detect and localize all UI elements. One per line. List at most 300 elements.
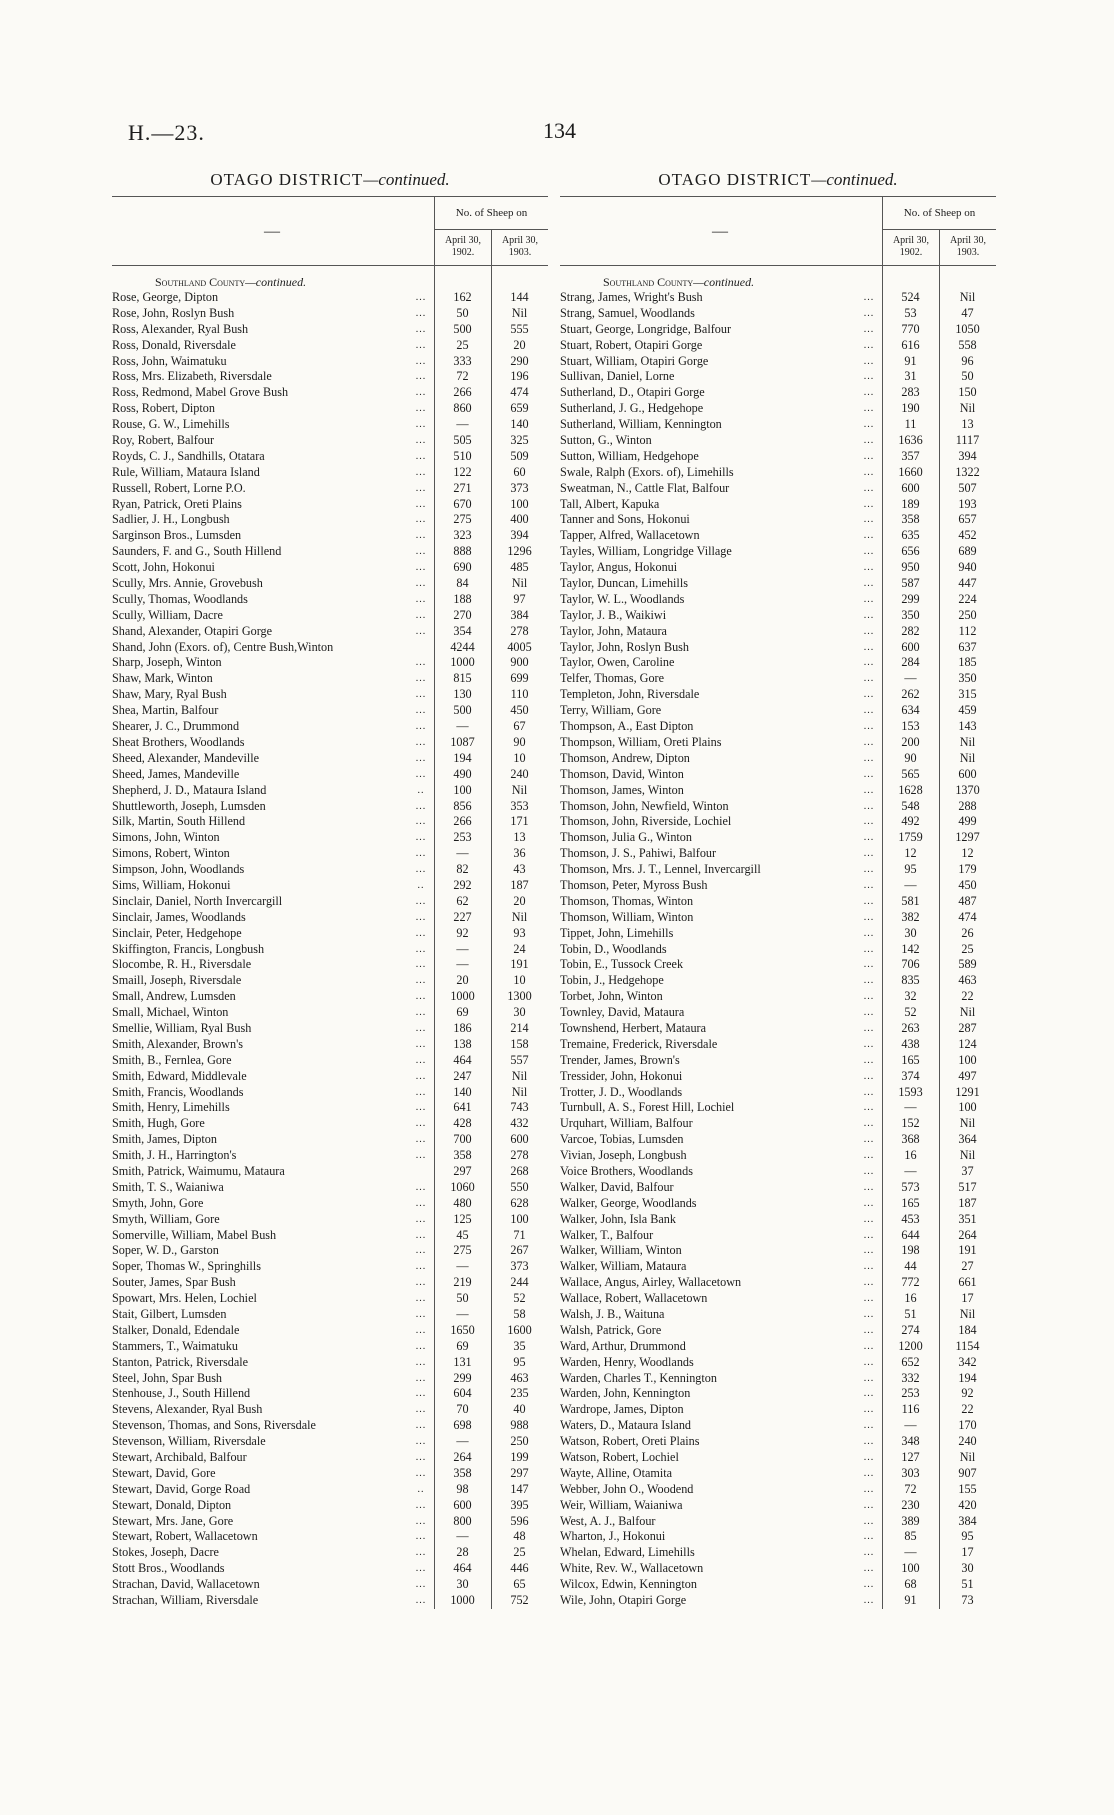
sheep-1903-cell: 432	[510, 1116, 529, 1131]
sheep-1902-cell: 438	[901, 1036, 920, 1051]
owner-name-cell: Steel, John, Spar Bush	[112, 1370, 223, 1385]
leader-dots: ...	[415, 1070, 427, 1082]
owner-name-cell: Thomson, James, Winton	[560, 782, 684, 797]
table-row	[112, 528, 548, 544]
leader-dots: ...	[863, 1086, 875, 1098]
sheep-1903-cell: 37	[961, 1163, 974, 1178]
sheep-1902-cell: 297	[453, 1163, 472, 1178]
sheep-1902-cell: 635	[901, 528, 920, 543]
leader-dots: ...	[863, 1324, 875, 1336]
sheep-1902-cell: 194	[453, 750, 472, 765]
leader-dots: ...	[415, 1150, 427, 1162]
owner-name-cell: Soper, W. D., Garston	[112, 1243, 219, 1258]
leader-dots: ...	[863, 689, 875, 701]
sheep-1902-cell: 800	[453, 1513, 472, 1528]
owner-name-cell: Taylor, Angus, Hokonui	[560, 560, 678, 575]
owner-name-cell: Sutherland, D., Otapiri Gorge	[560, 385, 705, 400]
owner-name-cell: Tobin, E., Tussock Creek	[560, 957, 684, 972]
sheep-1902-cell: —	[904, 1418, 917, 1433]
table-row	[560, 687, 996, 703]
owner-name-cell: Ross, Donald, Riversdale	[112, 337, 236, 352]
table-row	[560, 385, 996, 401]
sheep-1902-cell: 1628	[898, 782, 923, 797]
owner-name-cell: Thomson, John, Riverside, Lochiel	[560, 814, 732, 829]
sheep-1902-cell: 131	[453, 1354, 472, 1369]
table-row	[560, 401, 996, 417]
leader-dots: ...	[415, 339, 427, 351]
table-row	[560, 465, 996, 481]
table-row	[112, 512, 548, 528]
sheep-1903-cell: 48	[513, 1529, 526, 1544]
sheep-1902-cell: 266	[453, 814, 472, 829]
page-number: 134	[543, 118, 576, 143]
leader-dots: ...	[863, 816, 875, 828]
table-row	[112, 290, 548, 306]
leader-dots: ...	[415, 1452, 427, 1464]
leader-dots: ...	[863, 292, 875, 303]
leader-dots: ...	[863, 911, 875, 923]
sheep-1902-cell: 581	[901, 893, 920, 908]
leader-dots: ...	[415, 927, 427, 939]
leader-dots: ...	[863, 1022, 875, 1034]
leader-dots: ...	[863, 578, 875, 590]
owner-name-cell: Taylor, Duncan, Limehills	[560, 576, 688, 591]
leader-dots: ...	[415, 292, 427, 303]
leader-dots: ...	[863, 498, 875, 510]
table-row	[560, 1148, 996, 1164]
county-subheading: Southland County—continued.	[155, 275, 307, 289]
owner-name-cell: Watson, Robert, Oreti Plains	[560, 1434, 700, 1449]
table-row	[112, 814, 548, 830]
table-row	[112, 1116, 548, 1132]
sheep-1902-cell: 1636	[898, 433, 923, 448]
table-row	[112, 401, 548, 417]
sheep-1902-cell: 950	[901, 560, 920, 575]
table-row	[112, 1371, 548, 1387]
sheep-1903-cell: 10	[513, 750, 526, 765]
sheep-1903-cell: 147	[510, 1481, 529, 1496]
leader-dots: ...	[863, 1261, 875, 1273]
table-row	[560, 306, 996, 322]
column-rule	[939, 266, 940, 1609]
sheep-1902-cell: 253	[901, 1386, 920, 1401]
owner-name-cell: Sweatman, N., Cattle Flat, Balfour	[560, 480, 730, 495]
leader-dots: ...	[863, 736, 875, 748]
sheep-1902-cell: 85	[904, 1529, 917, 1544]
sheep-1903-cell: 474	[510, 385, 529, 400]
leader-dots: ...	[863, 609, 875, 621]
table-row	[560, 1529, 996, 1545]
owner-name-cell: Walker, George, Woodlands	[560, 1195, 697, 1210]
sheep-1903-cell: 30	[961, 1561, 974, 1576]
leader-dots: ...	[415, 1595, 427, 1607]
sheep-1903-cell: 194	[958, 1370, 977, 1385]
owner-name-cell: Skiffington, Francis, Longbush	[112, 941, 265, 956]
owner-name-cell: Scully, Thomas, Woodlands	[112, 591, 248, 606]
sheep-1902-cell: 125	[453, 1211, 472, 1226]
leader-dots: ...	[863, 1293, 875, 1305]
leader-dots: ...	[863, 546, 875, 558]
sheep-1903-cell: 100	[510, 1211, 529, 1226]
sheep-1903-cell: 394	[510, 528, 529, 543]
owner-name-cell: Sutton, G., Winton	[560, 433, 652, 448]
table-row	[560, 783, 996, 799]
owner-name-cell: Sutherland, William, Kennington	[560, 417, 722, 432]
sheep-1902-cell: 600	[453, 1497, 472, 1512]
year-1902-header: April 30, 1902.	[434, 229, 491, 265]
sheep-1903-cell: 43	[513, 862, 526, 877]
owner-name-cell: Taylor, Owen, Caroline	[560, 655, 675, 670]
owner-name-cell: Smith, T. S., Waianiwa	[112, 1179, 224, 1194]
owner-name-cell: Ryan, Patrick, Oreti Plains	[112, 496, 242, 511]
leader-dots: ...	[863, 1165, 875, 1177]
owner-name-cell: Sarginson Bros., Lumsden	[112, 528, 242, 543]
sheep-1903-cell: Nil	[959, 290, 976, 304]
leader-dots: ...	[863, 1388, 875, 1400]
leader-dots: ...	[863, 832, 875, 844]
sheep-1903-cell: 364	[958, 1132, 977, 1147]
table-row	[560, 1371, 996, 1387]
sheep-1902-cell: 1200	[898, 1338, 923, 1353]
leader-dots: ...	[863, 1499, 875, 1511]
owner-name-cell: Torbet, John, Winton	[560, 989, 663, 1004]
table-row	[112, 687, 548, 703]
sheep-1903-cell: 350	[958, 671, 977, 686]
sheep-1902-cell: 389	[901, 1513, 920, 1528]
leader-dots: ...	[415, 514, 427, 526]
sheep-1903-cell: 25	[513, 1545, 526, 1560]
owner-name-cell: Urquhart, William, Balfour	[560, 1116, 693, 1131]
table-row	[112, 942, 548, 958]
owner-name-cell: Smith, James, Dipton	[112, 1132, 217, 1147]
sheep-1902-cell: 91	[904, 1593, 917, 1608]
table-row	[112, 544, 548, 560]
leader-dots: ..	[417, 1483, 425, 1495]
sheep-1903-cell: 446	[510, 1561, 529, 1576]
sheep-1902-cell: 644	[901, 1227, 920, 1242]
leader-dots: ...	[863, 673, 875, 685]
owner-name-cell: Russell, Robert, Lorne P.O.	[112, 480, 246, 495]
table-row	[112, 1053, 548, 1069]
leader-dots: ...	[415, 1324, 427, 1336]
owner-name-cell: Wallace, Angus, Airley, Wallacetown	[560, 1275, 742, 1290]
sheep-1903-cell: 124	[958, 1036, 977, 1051]
sheep-1903-cell: 24	[513, 941, 526, 956]
sheep-1902-cell: 28	[456, 1545, 469, 1560]
owner-name-cell: Simpson, John, Woodlands	[112, 862, 245, 877]
sheep-1903-cell: 36	[513, 846, 526, 861]
table-row	[560, 433, 996, 449]
owner-name-cell: Stewart, Mrs. Jane, Gore	[112, 1513, 234, 1528]
sheep-1903-cell: 97	[513, 591, 526, 606]
table-row	[560, 671, 996, 687]
table-row	[560, 814, 996, 830]
sheep-1902-cell: 270	[453, 607, 472, 622]
owner-name-cell: Smellie, William, Ryal Bush	[112, 1020, 252, 1035]
leader-dots: ...	[863, 1372, 875, 1384]
sheep-1902-cell: 4244	[450, 639, 475, 654]
sheep-1903-cell: 447	[958, 576, 977, 591]
sheep-1903-cell: 373	[510, 1259, 529, 1274]
sheep-1902-cell: 253	[453, 830, 472, 845]
sheep-1902-cell: 230	[901, 1497, 920, 1512]
table-row	[560, 1545, 996, 1561]
column-rule	[882, 266, 883, 1609]
table-row	[560, 894, 996, 910]
table-row	[112, 640, 548, 656]
leader-dots: ...	[863, 514, 875, 526]
sheep-1902-cell: 299	[901, 591, 920, 606]
table-row	[560, 640, 996, 656]
sheep-1903-cell: 40	[513, 1402, 526, 1417]
sheep-1902-cell: 698	[453, 1418, 472, 1433]
sheep-1903-cell: 900	[510, 655, 529, 670]
sheep-1902-cell: 600	[901, 480, 920, 495]
owner-name-cell: Smith, Henry, Limehills	[112, 1100, 230, 1115]
table-row	[112, 751, 548, 767]
sheep-1902-cell: 189	[901, 496, 920, 511]
owner-name-cell: White, Rev. W., Wallacetown	[560, 1561, 704, 1576]
table-row	[560, 1323, 996, 1339]
leader-dots: ...	[415, 371, 427, 383]
owner-name-cell: Stevens, Alexander, Ryal Bush	[112, 1402, 263, 1417]
leader-dots: ...	[415, 1356, 427, 1368]
sheep-1902-cell: 153	[901, 719, 920, 734]
leader-dots: ...	[863, 450, 875, 462]
owner-name-cell: Sims, William, Hokonui	[112, 877, 231, 892]
sheep-1902-cell: 565	[901, 766, 920, 781]
owner-name-cell: Stuart, Robert, Otapiri Gorge	[560, 337, 703, 352]
table-row	[112, 1386, 548, 1402]
sheep-1903-cell: 1300	[507, 989, 532, 1004]
sheep-1902-cell: —	[456, 1307, 469, 1321]
sheep-1903-cell: 22	[961, 989, 974, 1004]
owner-name-cell: Walsh, J. B., Waituna	[560, 1307, 665, 1321]
owner-name-cell: Shaw, Mary, Ryal Bush	[112, 687, 227, 702]
table-row	[560, 1561, 996, 1577]
table-row	[560, 576, 996, 592]
year-1902-header: April 30, 1902.	[882, 229, 939, 265]
leader-dots: ...	[863, 959, 875, 971]
table-row	[560, 1116, 996, 1132]
sheep-1903-cell: 95	[513, 1354, 526, 1369]
owner-name-cell: Thomson, William, Winton	[560, 909, 694, 924]
leader-dots: ...	[863, 387, 875, 399]
sheep-1903-cell: 487	[958, 893, 977, 908]
sheep-1902-cell: 227	[453, 909, 472, 924]
sheep-1903-cell: 73	[961, 1593, 974, 1608]
sheep-1903-cell: 278	[510, 623, 529, 638]
year-1903-header: April 30, 1903.	[939, 229, 996, 265]
leader-dots: ...	[863, 1404, 875, 1416]
sheep-1902-cell: 142	[901, 941, 920, 956]
document-reference: H.—23.	[128, 120, 205, 145]
table-row	[112, 1529, 548, 1545]
sheep-1902-cell: 198	[901, 1243, 920, 1258]
sheep-1902-cell: 1060	[450, 1179, 475, 1194]
leader-dots: ...	[415, 1038, 427, 1050]
leader-dots: ...	[863, 1054, 875, 1066]
owner-name-cell: Strang, James, Wright's Bush	[560, 290, 703, 304]
leader-dots: ...	[863, 1309, 875, 1320]
sheep-1902-cell: 670	[453, 496, 472, 511]
owner-name-cell: Strachan, David, Wallacetown	[112, 1577, 260, 1592]
owner-name-cell: Walker, T., Balfour	[560, 1227, 654, 1242]
table-row	[560, 1450, 996, 1466]
leader-dots: ...	[415, 593, 427, 605]
table-row	[112, 1228, 548, 1244]
table-row	[560, 1514, 996, 1530]
right-table-body	[560, 266, 996, 1609]
table-row	[112, 354, 548, 370]
sheep-1903-cell: 661	[958, 1275, 977, 1290]
owner-name-cell: Small, Michael, Winton	[112, 1005, 229, 1020]
sheep-1902-cell: 275	[453, 512, 472, 527]
table-row	[112, 1069, 548, 1085]
owner-name-cell: Watson, Robert, Lochiel	[560, 1450, 679, 1465]
owner-name-cell: Stokes, Joseph, Dacre	[112, 1545, 219, 1560]
column-rule	[491, 266, 492, 1609]
leader-dots: ...	[415, 1086, 427, 1098]
table-row	[560, 735, 996, 751]
sheep-1902-cell: 860	[453, 401, 472, 416]
sheep-1903-cell: 267	[510, 1243, 529, 1258]
owner-name-cell: Ross, Alexander, Ryal Bush	[112, 321, 249, 336]
sheep-1902-cell: 122	[453, 464, 472, 479]
leader-dots: ...	[863, 1436, 875, 1448]
table-row	[112, 1593, 548, 1609]
owner-name-cell: Sullivan, Daniel, Lorne	[560, 369, 675, 384]
leader-dots	[408, 640, 434, 656]
owner-name-cell: Wharton, J., Hokonui	[560, 1529, 666, 1544]
owner-name-cell: Taylor, W. L., Woodlands	[560, 591, 685, 606]
sheep-1902-cell: 1660	[898, 464, 923, 479]
leader-dots: ...	[415, 657, 427, 669]
sheep-1903-cell: 394	[958, 448, 977, 463]
sheep-1902-cell: 247	[453, 1068, 472, 1083]
owner-name-cell: Stott Bros., Woodlands	[112, 1561, 225, 1576]
leader-dots: ..	[417, 784, 425, 796]
leader-dots: ...	[863, 466, 875, 478]
leader-dots: ...	[863, 371, 875, 383]
sheep-1902-cell: —	[456, 719, 469, 734]
owner-name-cell: Whelan, Edward, Limehills	[560, 1545, 695, 1560]
sheep-1903-cell: 187	[510, 877, 529, 892]
table-row	[560, 703, 996, 719]
leader-dots: ...	[863, 1531, 875, 1543]
sheep-1903-cell: 450	[958, 877, 977, 892]
leader-dots: ...	[415, 1261, 427, 1273]
sheep-1903-cell: 67	[513, 719, 526, 734]
owner-name-cell: Wilcox, Edwin, Kennington	[560, 1577, 697, 1592]
sheep-1903-cell: 26	[961, 925, 974, 940]
owner-name-cell: Stewart, Robert, Wallacetown	[112, 1529, 258, 1544]
sheep-1902-cell: —	[456, 941, 469, 956]
table-row	[560, 544, 996, 560]
table-row	[560, 1307, 996, 1323]
sheep-1902-cell: 1000	[450, 655, 475, 670]
owner-name-cell: Stuart, George, Longridge, Balfour	[560, 321, 732, 336]
leader-dots: ...	[863, 323, 875, 335]
table-row	[112, 1402, 548, 1418]
sheep-1902-cell: 1000	[450, 1593, 475, 1608]
leader-dots: ...	[415, 1134, 427, 1146]
sheep-1903-cell: 96	[961, 353, 974, 368]
table-row	[560, 322, 996, 338]
owner-name-cell: Tanner and Sons, Hokonui	[560, 512, 690, 527]
sheep-1902-cell: 51	[904, 1307, 917, 1321]
owner-name-cell: Souter, James, Spar Bush	[112, 1275, 236, 1290]
owner-name-cell: Royds, C. J., Sandhills, Otatara	[112, 448, 265, 463]
sheep-1902-cell: —	[904, 877, 917, 892]
owner-name-cell: Thomson, Mrs. J. T., Lennel, Invercargill	[560, 862, 761, 877]
owner-name-cell: Stewart, David, Gorge Road	[112, 1481, 251, 1496]
owner-name-cell: Tobin, J., Hedgehope	[560, 973, 664, 988]
table-row	[560, 973, 996, 989]
owner-name-cell: Tremaine, Frederick, Riversdale	[560, 1036, 718, 1051]
leader-dots: ...	[415, 943, 427, 955]
sheep-1902-cell: —	[904, 1100, 917, 1115]
owner-name-cell: Stewart, Donald, Dipton	[112, 1497, 232, 1512]
owner-name-cell: Warden, John, Kennington	[560, 1386, 691, 1401]
leader-dots: ...	[863, 800, 875, 812]
leader-dots: ...	[863, 1007, 875, 1019]
owner-name-cell: Slocombe, R. H., Riversdale	[112, 957, 252, 972]
leader-dots: ...	[415, 959, 427, 971]
owner-name-cell: Vivian, Joseph, Longbush	[560, 1148, 687, 1163]
leader-dots: ...	[863, 721, 875, 733]
leader-dots: ...	[415, 848, 427, 860]
table-row	[560, 417, 996, 433]
sheep-1903-cell: 224	[958, 591, 977, 606]
sheep-1903-cell: 1154	[955, 1338, 980, 1353]
leader-dots: ...	[863, 419, 875, 431]
sheep-1902-cell: —	[456, 417, 469, 432]
table-row	[112, 767, 548, 783]
sheep-1903-cell: 20	[513, 337, 526, 352]
table-row	[560, 1243, 996, 1259]
sheep-1902-cell: 492	[901, 814, 920, 829]
leader-dots: ...	[863, 562, 875, 574]
sheep-1903-cell: 50	[961, 369, 974, 384]
leader-dots: ...	[863, 864, 875, 876]
table-row	[560, 338, 996, 354]
leader-dots: ...	[415, 800, 427, 812]
table-row	[560, 608, 996, 624]
leader-dots: ...	[863, 1467, 875, 1479]
sheep-1903-cell: 191	[510, 957, 529, 972]
sheep-1903-cell: 400	[510, 512, 529, 527]
table-row	[112, 465, 548, 481]
sheep-1903-cell: Nil	[959, 401, 976, 416]
leader-dots: ...	[863, 943, 875, 955]
leader-dots: ...	[863, 593, 875, 605]
table-row	[112, 1355, 548, 1371]
owner-name-cell: Weir, William, Waianiwa	[560, 1497, 683, 1512]
sheep-1902-cell: 600	[901, 639, 920, 654]
table-row	[560, 1466, 996, 1482]
sheep-1903-cell: 100	[510, 496, 529, 511]
leader-dots: ...	[863, 355, 875, 367]
table-row	[560, 1577, 996, 1593]
owner-name-cell: Stait, Gilbert, Lumsden	[112, 1307, 227, 1321]
leader-dots: ...	[415, 307, 427, 319]
sheep-1902-cell: 480	[453, 1195, 472, 1210]
owner-name-cell: Rule, William, Mataura Island	[112, 464, 260, 479]
table-row	[112, 1434, 548, 1450]
leader-dots: ...	[415, 1118, 427, 1130]
leader-dots: ...	[415, 1531, 427, 1543]
